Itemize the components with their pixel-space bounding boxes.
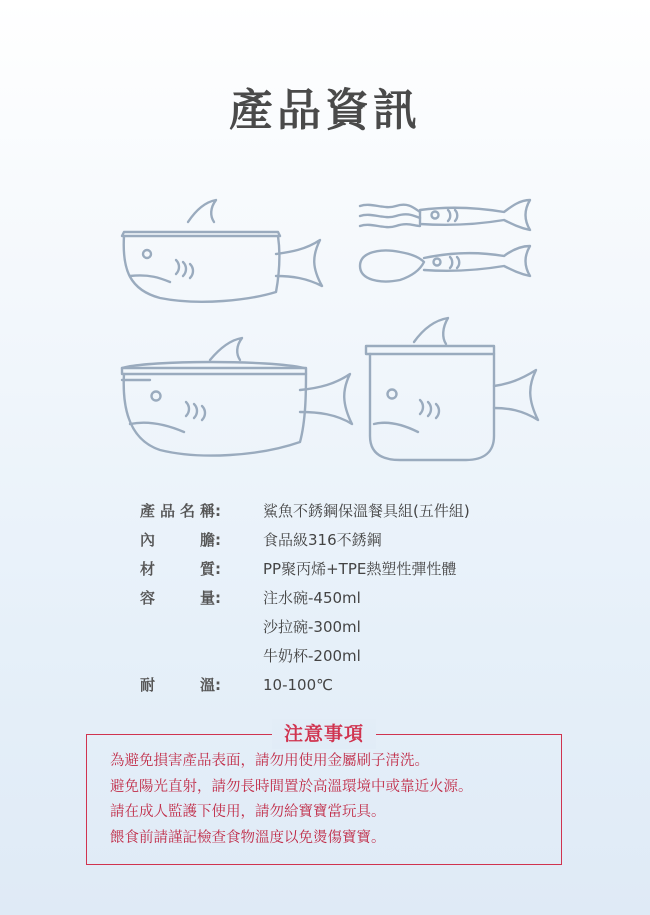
- spec-label: 材質: [140, 560, 215, 578]
- spec-label: 容量: [140, 589, 215, 607]
- spec-value-group: [263, 584, 361, 671]
- spec-value: 鯊魚不銹鋼保溫餐具組(五件組): [263, 502, 470, 520]
- notice-box: [86, 723, 562, 865]
- shark-fork-icon: [360, 200, 530, 230]
- spec-row-liner: [140, 526, 560, 555]
- spec-value: PP聚丙烯+TPE熱塑性彈性體: [263, 560, 457, 578]
- notice-line: 請在成人監護下使用，請勿給寶寶當玩具。: [110, 804, 386, 820]
- notice-line: 餵食前請謹記檢查食物溫度以免燙傷寶寶。: [110, 829, 386, 846]
- spec-colon: :: [215, 531, 221, 549]
- product-illustration: [0, 190, 650, 470]
- page-title: 產品資訊: [229, 85, 421, 136]
- shark-bowl-icon: [122, 200, 322, 302]
- notice-lines: [110, 749, 473, 851]
- spec-label: 產品名稱: [140, 502, 215, 520]
- spec-row-capacity: [140, 584, 560, 671]
- shark-spoon-icon: [360, 246, 530, 281]
- spec-value: 注水碗-450ml: [263, 589, 361, 607]
- spec-colon: :: [215, 560, 221, 578]
- spec-list: [140, 497, 560, 700]
- notice-line: 避免陽光直射，請勿長時間置於高溫環境中或靠近火源。: [110, 778, 473, 795]
- spec-value: 沙拉碗-300ml: [263, 618, 361, 636]
- shark-large-bowl-icon: [122, 338, 352, 456]
- spec-row-temperature: [140, 671, 560, 700]
- spec-colon: :: [215, 676, 221, 694]
- notice-title: 注意事項: [272, 719, 376, 749]
- spec-value: 食品級316不銹鋼: [263, 531, 382, 549]
- spec-value: 10-100℃: [263, 676, 333, 694]
- spec-label: 內膽: [140, 531, 215, 549]
- spec-value: 牛奶杯-200ml: [263, 647, 361, 665]
- notice-line: 為避免損害產品表面，請勿用使用金屬刷子清洗。: [110, 753, 429, 769]
- spec-colon: :: [215, 589, 221, 607]
- shark-cup-icon: [366, 318, 538, 460]
- spec-colon: :: [215, 502, 221, 520]
- spec-row-name: [140, 497, 560, 526]
- spec-row-material: [140, 555, 560, 584]
- spec-label: 耐溫: [140, 676, 215, 694]
